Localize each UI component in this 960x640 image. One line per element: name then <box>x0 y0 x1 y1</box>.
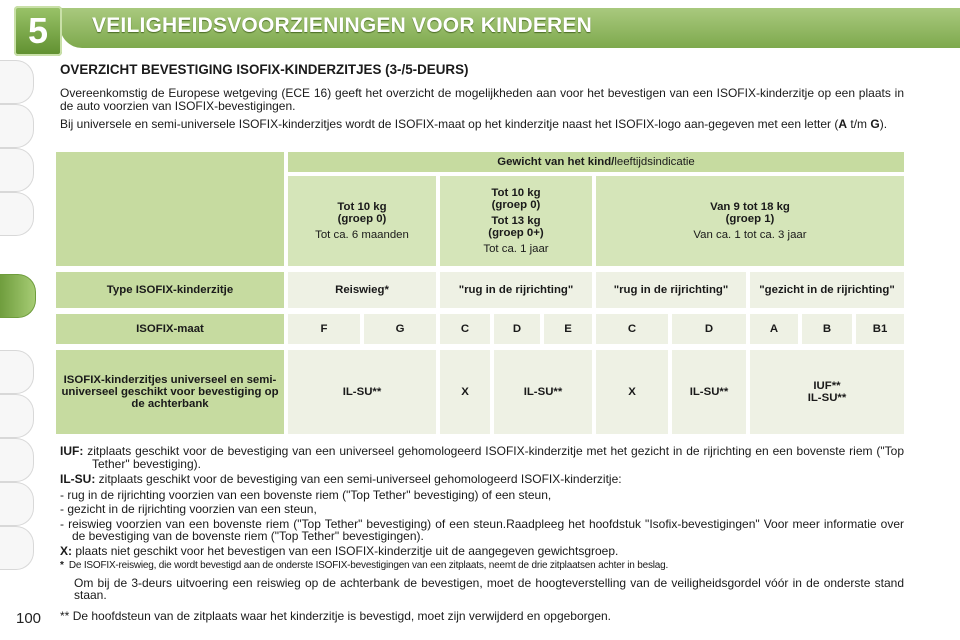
size-b1: B1 <box>856 314 904 344</box>
group-2-line1: Van 9 tot 18 kg <box>710 201 790 213</box>
chapter-tab-3[interactable] <box>0 148 34 192</box>
intro-paragraph-2 <box>60 118 904 131</box>
group-1-line3: Tot 13 kg <box>491 215 541 227</box>
note-x <box>60 545 904 558</box>
value-de-1: IL-SU** <box>494 350 592 434</box>
chapter-tab-10[interactable] <box>0 526 34 570</box>
letter-a: A <box>838 117 848 131</box>
weight-header-bold: Gewicht van het kind/ <box>497 156 615 168</box>
type-rear-facing-2: "rug in de rijrichting" <box>596 272 746 308</box>
note-ilsu-text: zitplaats geschikt voor de bevestiging van een semi-universeel gehomologeerd ISOFIX-kinderzitje: <box>98 472 622 486</box>
note-star-key: * <box>60 560 64 571</box>
value-forward <box>750 350 904 434</box>
group-0 <box>288 176 436 266</box>
page-header <box>0 0 960 50</box>
group-0-line2: (groep 0) <box>337 213 387 225</box>
note-star-2: Om bij de 3-deurs uitvoering een reiswieg op de achterbank de bevestigen, moet de hoogteverstelling van de veiligheidsgordel vóór in de onderste stand staan. <box>74 575 904 602</box>
page-title: VEILIGHEIDSVOORZIENINGEN VOOR KINDEREN <box>92 14 592 37</box>
footnotes <box>60 445 904 624</box>
note-iuf-text: zitplaats geschikt voor de bevestiging van een universeel gehomologeerd ISOFIX-kinderzitje met het gezicht in de rijrichting en een bovenste riem ("Top Tether" bevestiging). <box>87 444 904 471</box>
size-d-2: D <box>672 314 746 344</box>
note-star-text: De ISOFIX-reiswieg, die wordt bevestigd aan de onderste ISOFIX-bevestigingen van een zitplaats, neemt de drie zitplaatsen achter in beslag. <box>68 560 669 571</box>
note-dstar-key: ** <box>60 608 70 623</box>
group-1 <box>596 176 904 266</box>
note-dstar-text: De hoofdsteun van de zitplaats waar het kinderzitje is bevestigd, moet zijn verwijderd en opgeborgen. <box>72 608 611 623</box>
intro-section <box>60 62 904 136</box>
group-1-line4: (groep 0+) <box>488 227 544 239</box>
chapter-tab-4[interactable] <box>0 192 34 236</box>
group-2-age: Van ca. 1 tot ca. 3 jaar <box>693 229 807 241</box>
page-number: 100 <box>16 610 42 627</box>
chapter-tab-9[interactable] <box>0 482 34 526</box>
type-carrycot: Reiswieg* <box>288 272 436 308</box>
value-c-2: X <box>596 350 668 434</box>
note-ilsu-key: IL-SU: <box>60 472 96 486</box>
weight-header <box>288 152 904 172</box>
note-x-key: X: <box>60 543 72 558</box>
chapter-tab-5-active[interactable] <box>0 274 36 318</box>
weight-header-normal: leeftijdsindicatie <box>614 156 695 168</box>
note-x-text: plaats niet geschikt voor het bevestigen van een ISOFIX-kinderzitje uit de aangegeven gewichtsgroep. <box>75 543 619 558</box>
type-label: Type ISOFIX-kinderzitje <box>56 272 284 308</box>
seat-label: ISOFIX-kinderzitjes universeel en semi-universeel geschikt voor bevestiging op de achterbank <box>56 350 284 434</box>
note-dash-3: - reiswieg voorzien van een bovenste riem ("Top Tether" bevestiging) of een steun.Raadpleeg het hoofdstuk "Isofix-bevestigingen" Voor meer informatie over de bevestiging van de bovenste riem ("Top Tether" bevestigingen). <box>60 516 904 543</box>
type-forward-facing: "gezicht in de rijrichting" <box>750 272 904 308</box>
section-title: OVERZICHT BEVESTIGING ISOFIX-KINDERZITJES (3-/5-DEURS) <box>60 62 469 77</box>
chapter-tabs <box>0 60 40 620</box>
size-c-2: C <box>596 314 668 344</box>
group-1-age: Tot ca. 1 jaar <box>483 243 549 255</box>
size-b: B <box>802 314 852 344</box>
size-e: E <box>544 314 592 344</box>
note-iuf <box>60 445 904 470</box>
intro-p2-mid: t/m <box>847 117 871 131</box>
chapter-tab-6[interactable] <box>0 350 34 394</box>
chapter-number: 5 <box>14 6 62 56</box>
group-0-line1: Tot 10 kg <box>337 201 387 213</box>
chapter-tab-1[interactable] <box>0 60 34 104</box>
size-label: ISOFIX-maat <box>56 314 284 344</box>
group-0plus <box>440 176 592 266</box>
chapter-tab-2[interactable] <box>0 104 34 148</box>
group-1-line1: Tot 10 kg <box>491 187 541 199</box>
value-forward-ilsu: IL-SU** <box>807 392 847 404</box>
note-ilsu <box>60 473 904 486</box>
size-d-1: D <box>494 314 540 344</box>
intro-p2-post: ). <box>879 117 888 131</box>
note-dash-1: - rug in de rijrichting voorzien van een bovenste riem ("Top Tether" bevestiging) of een steun, <box>60 487 552 502</box>
group-0-age: Tot ca. 6 maanden <box>315 229 409 241</box>
group-2-line2: (groep 1) <box>725 213 775 225</box>
size-c-1: C <box>440 314 490 344</box>
value-c-1: X <box>440 350 490 434</box>
chapter-tab-7[interactable] <box>0 394 34 438</box>
value-d-2: IL-SU** <box>672 350 746 434</box>
value-forward-iuf: IUF** <box>813 380 841 392</box>
letter-g: G <box>870 117 880 131</box>
size-g: G <box>364 314 436 344</box>
group-1-line2: (groep 0) <box>491 199 541 211</box>
size-a: A <box>750 314 798 344</box>
note-star <box>60 560 904 573</box>
table-corner <box>56 152 284 266</box>
note-dash-2: - gezicht in de rijrichting voorzien van een steun, <box>60 502 317 516</box>
note-double-star <box>60 610 904 623</box>
type-rear-facing-1: "rug in de rijrichting" <box>440 272 592 308</box>
intro-paragraph-1: Overeenkomstig de Europese wetgeving (ECE 16) geeft het overzicht de mogelijkheden aan voor het bevestigen van een ISOFIX-kinderzitje op een plaats in de auto voorzien van ISOFIX-bevestigingen. <box>60 86 904 113</box>
intro-p2-pre: Bij universele en semi-universele ISOFIX-kinderzitjes wordt de ISOFIX-maat op het kinderzitje naast het ISOFIX-logo aan-gegeven met een letter ( <box>60 117 839 131</box>
size-f: F <box>288 314 360 344</box>
value-carrycot: IL-SU** <box>288 350 436 434</box>
chapter-tab-8[interactable] <box>0 438 34 482</box>
note-iuf-key: IUF: <box>60 444 84 458</box>
